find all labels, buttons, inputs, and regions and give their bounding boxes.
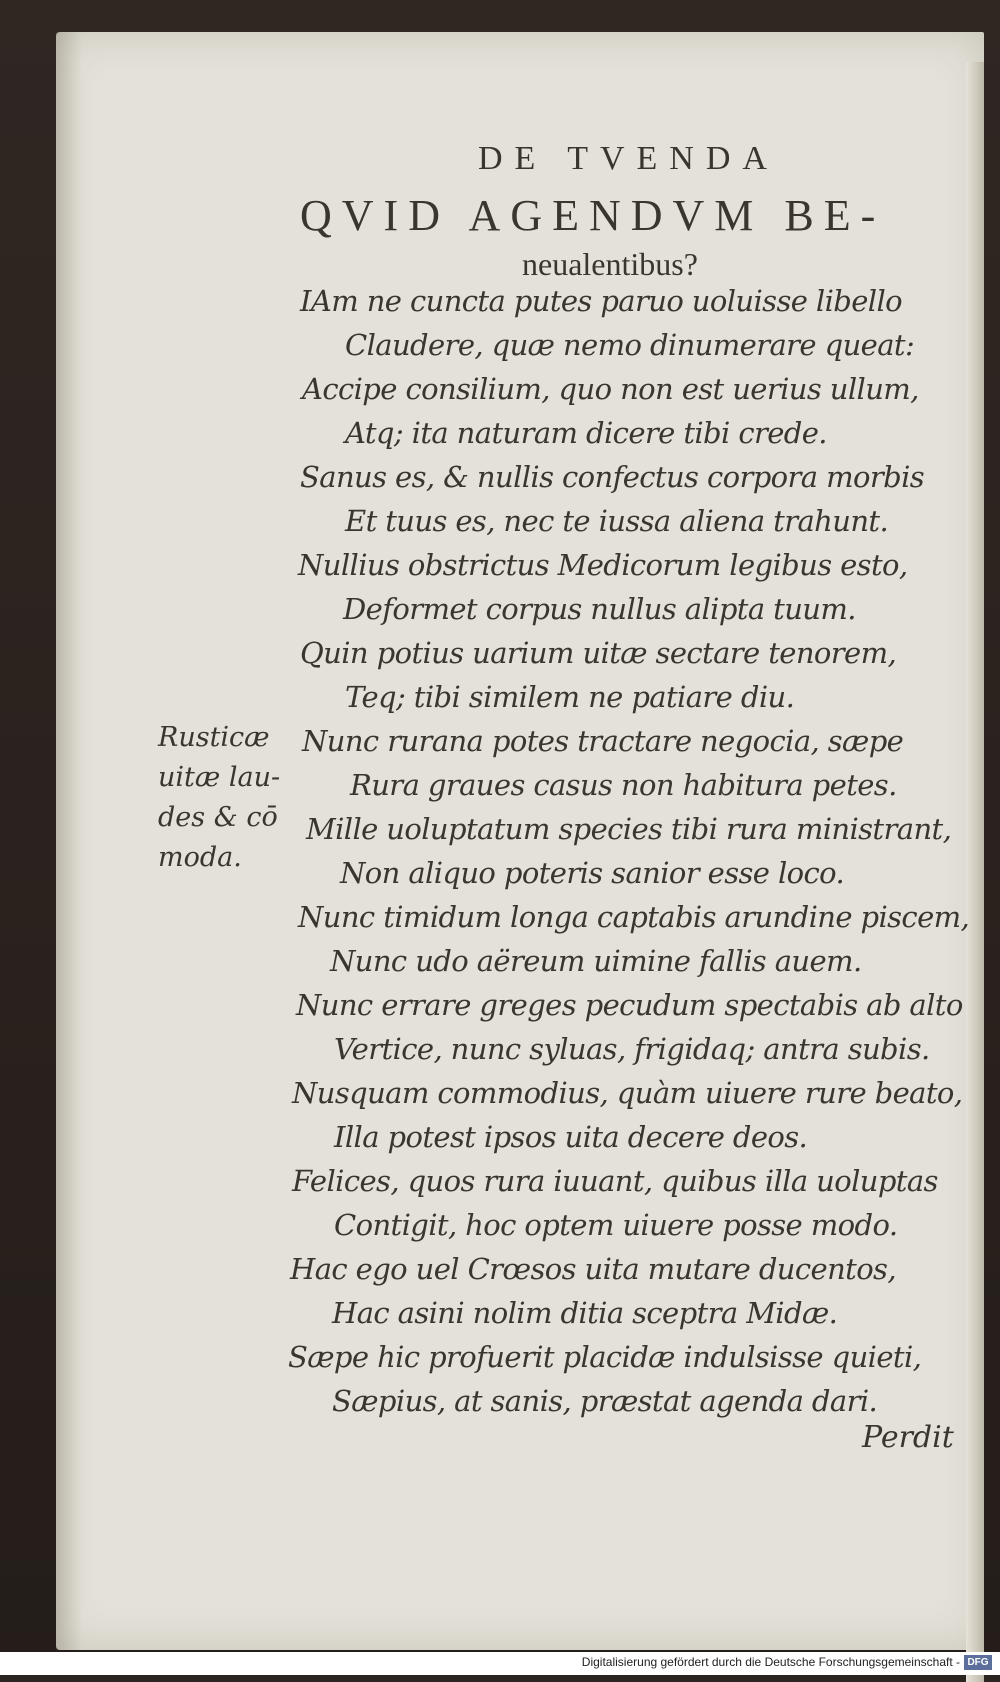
margin-note-line: Rusticæ: [158, 722, 270, 753]
verse-line: Et tuus es, nec te iussa aliena trahunt.: [345, 504, 889, 538]
verse-line: Nunc errare greges pecudum spectabis ab alto: [296, 988, 963, 1022]
margin-note-line: des & cō: [158, 802, 278, 833]
verse-line: Nunc udo aëreum uimine fallis auem.: [330, 944, 862, 978]
verse-line: Teq; tibi similem ne patiare diu.: [345, 680, 795, 714]
digitization-footer: [0, 1652, 1000, 1675]
verse-line: Illa potest ipsos uita decere deos.: [334, 1120, 808, 1154]
page-edge: [966, 62, 984, 1682]
verse-line: Nunc timidum longa captabis arundine piscem,: [298, 900, 970, 934]
dfg-logo-icon: DFG: [964, 1655, 992, 1670]
verse-line: Sæpius, at sanis, præstat agenda dari.: [332, 1384, 878, 1418]
section-heading-line-1: QVID AGENDVM BE-: [300, 191, 886, 240]
verse-line: Claudere, quæ nemo dinumerare queat:: [345, 328, 915, 362]
verse-line: Atq; ita naturam dicere tibi crede.: [345, 416, 827, 450]
footer-credit-text: Digitalisierung gefördert durch die Deutsche Forschungsgemeinschaft -: [581, 1655, 960, 1669]
verse-line: Sæpe hic profuerit placidæ indulsisse quieti,: [288, 1340, 922, 1374]
verse-line: IAm ne cuncta putes paruo uoluisse libello: [300, 284, 902, 318]
verse-line: Nullius obstrictus Medicorum legibus esto,: [298, 548, 908, 582]
verse-line: Deformet corpus nullus alipta tuum.: [343, 592, 856, 626]
running-head: DE TVENDA: [478, 140, 779, 177]
section-heading-line-2: neualentibus?: [522, 246, 698, 282]
verse-line: Nunc rurana potes tractare negocia, sæpe: [302, 724, 904, 758]
verse-line: Contigit, hoc optem uiuere posse modo.: [334, 1208, 898, 1242]
verse-line: Rura graues casus non habitura petes.: [350, 768, 897, 802]
verse-line: Nusquam commodius, quàm uiuere rure beato,: [292, 1076, 963, 1110]
verse-line: Vertice, nunc syluas, frigidaq; antra subis.: [334, 1032, 930, 1066]
catchword: Perdit: [862, 1420, 954, 1455]
verse-line: Non aliquo poteris sanior esse loco.: [340, 856, 845, 890]
verse-line: Accipe consilium, quo non est uerius ullum,: [302, 372, 919, 406]
margin-note-line: uitæ lau-: [158, 762, 281, 793]
verse-line: Mille uoluptatum species tibi rura ministrant,: [306, 812, 952, 846]
verse-line: Hac ego uel Crœsos uita mutare ducentos,: [290, 1252, 896, 1286]
verse-line: Sanus es, & nullis confectus corpora morbis: [300, 460, 925, 494]
verse-line: Hac asini nolim ditia sceptra Midæ.: [332, 1296, 838, 1330]
verse-line: Felices, quos rura iuuant, quibus illa uoluptas: [292, 1164, 938, 1198]
margin-note-line: moda.: [158, 842, 242, 873]
verse-line: Quin potius uarium uitæ sectare tenorem,: [300, 636, 897, 670]
